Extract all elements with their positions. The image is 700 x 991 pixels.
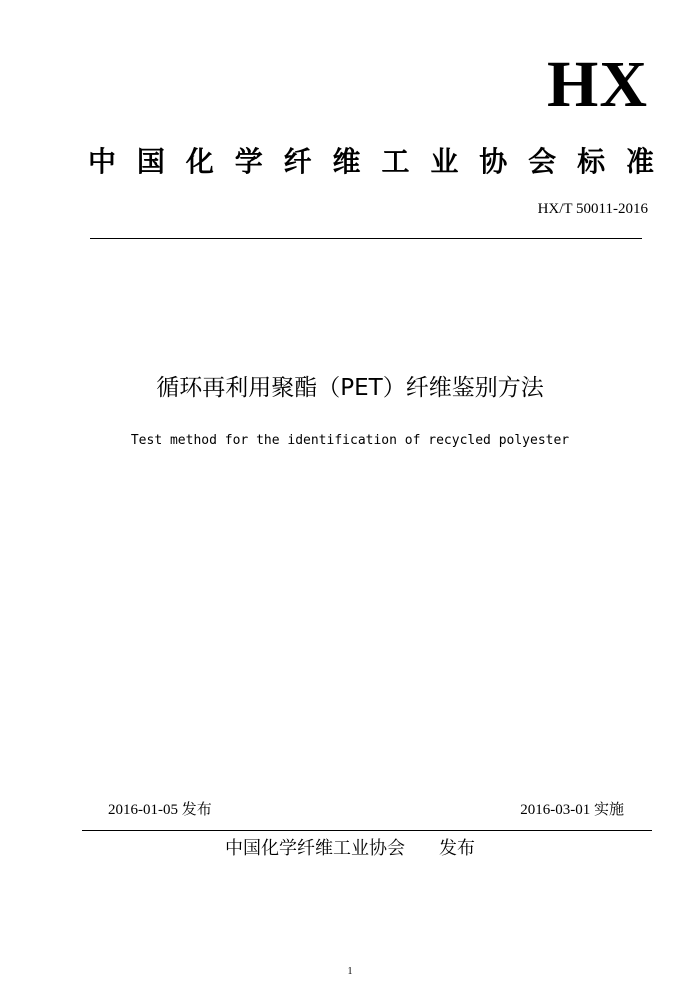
standard-logo: HX bbox=[547, 48, 648, 121]
org-title-char: 中 bbox=[88, 145, 117, 178]
org-title-char: 纤 bbox=[283, 145, 312, 178]
footer-divider bbox=[82, 830, 652, 831]
header-divider bbox=[90, 238, 642, 239]
org-title-char: 化 bbox=[185, 145, 214, 178]
document-title-chinese: 循环再利用聚酯（PET）纤维鉴别方法 bbox=[156, 375, 544, 401]
document-title-english: Test method for the identification of recycled polyester bbox=[130, 433, 570, 448]
organization-standard-title bbox=[88, 144, 654, 180]
publisher-action: 发布 bbox=[439, 838, 475, 859]
org-title-char: 学 bbox=[234, 145, 263, 178]
org-title-char: 标 bbox=[577, 145, 606, 178]
page-number: 1 bbox=[347, 966, 353, 977]
org-title-char: 会 bbox=[528, 145, 557, 178]
standard-number: HX/T 50011-2016 bbox=[537, 201, 648, 217]
publisher-line bbox=[0, 836, 700, 862]
issue-date: 2016-01-05 发布 bbox=[108, 802, 212, 818]
implementation-date: 2016-03-01 实施 bbox=[520, 802, 624, 818]
org-title-char: 国 bbox=[136, 145, 165, 178]
org-title-char: 业 bbox=[430, 145, 459, 178]
org-title-char: 工 bbox=[381, 145, 410, 178]
publisher-name: 中国化学纤维工业协会 bbox=[225, 838, 405, 859]
org-title-char: 维 bbox=[332, 145, 361, 178]
org-title-char: 准 bbox=[625, 145, 654, 178]
org-title-char: 协 bbox=[479, 145, 508, 178]
